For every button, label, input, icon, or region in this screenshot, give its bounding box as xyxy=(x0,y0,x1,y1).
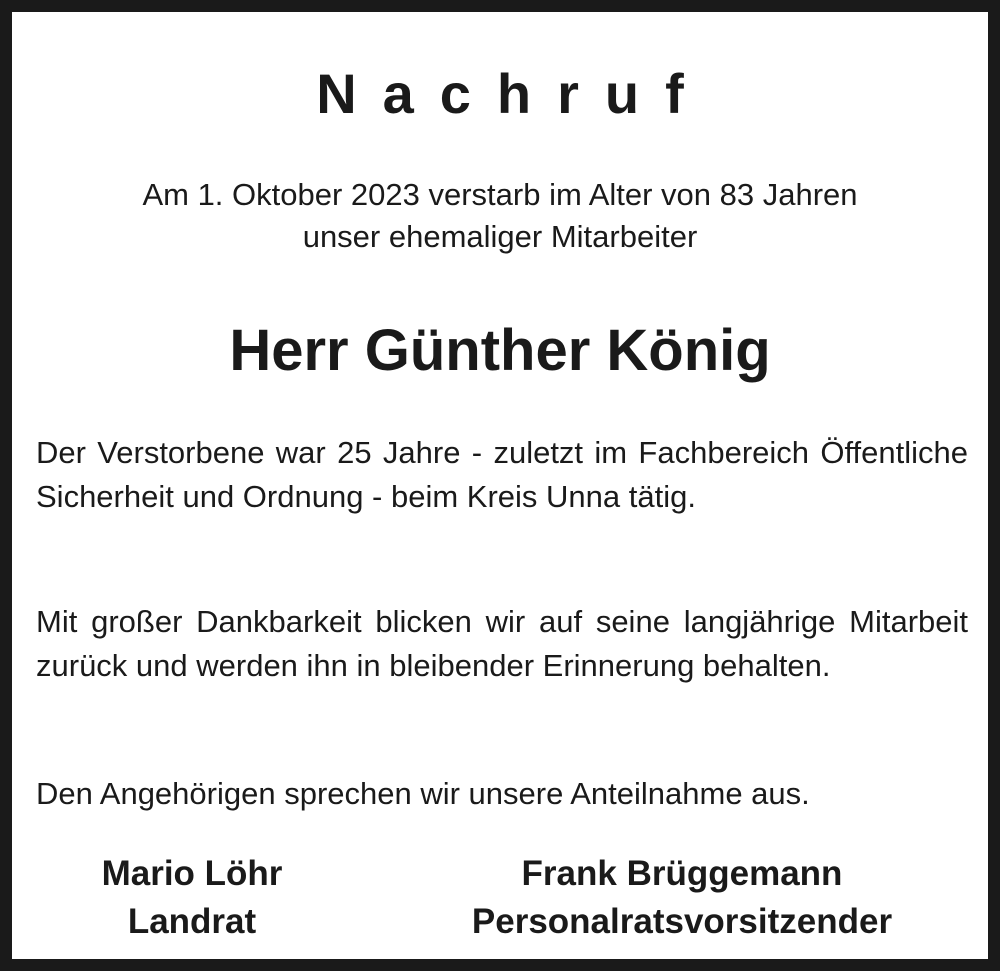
intro-line-1: Am 1. Oktober 2023 verstarb im Alter von 83 Jahren xyxy=(142,177,858,212)
intro-text xyxy=(12,174,988,258)
deceased-name: Herr Günther König xyxy=(229,318,771,383)
intro-line-2: unser ehemaliger Mitarbeiter xyxy=(302,219,698,254)
paragraph-condolence: Den Angehörigen sprechen wir unsere Anteilnahme aus. xyxy=(36,776,810,811)
obituary-title: Nachruf xyxy=(316,62,710,125)
signatory-left xyxy=(34,850,350,946)
paragraph-service: Der Verstorbene war 25 Jahre - zuletzt im Fachbereich Öffentliche Sicherheit und Ordnung - beim Kreis Unna tätig. xyxy=(36,435,968,514)
signatory-role: Personalratsvorsitzender xyxy=(471,902,893,941)
signatory-name: Frank Brüggemann xyxy=(521,854,843,893)
signatory-role: Landrat xyxy=(127,902,257,941)
signatory-right xyxy=(392,850,972,946)
signatory-name: Mario Löhr xyxy=(101,854,283,893)
paragraph-gratitude: Mit großer Dankbarkeit blicken wir auf seine langjährige Mitarbeit zurück und werden ihn in bleibender Erinnerung behalten. xyxy=(36,604,968,683)
